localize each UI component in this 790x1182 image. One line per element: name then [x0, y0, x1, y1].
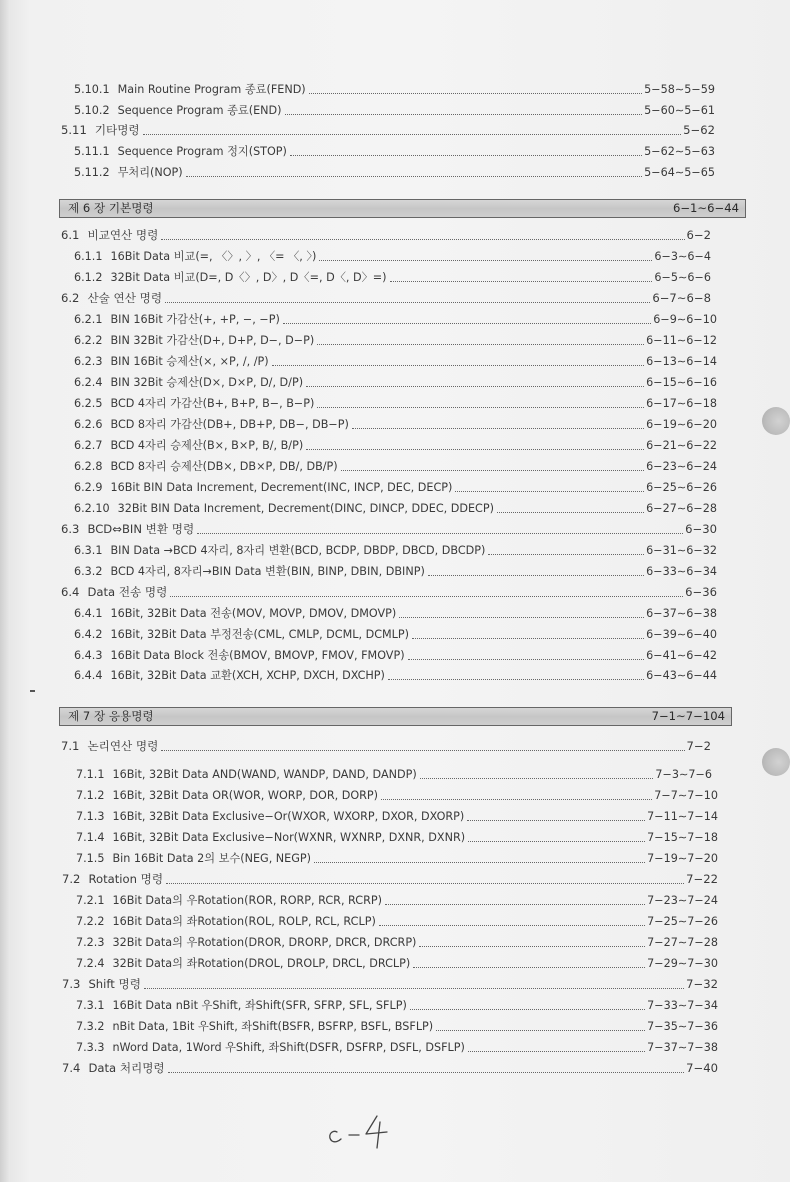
toc-entry[interactable] [62, 976, 718, 993]
toc-entry-title: 16Bit, 32Bit Data AND(WAND, WANDP, DAND, DANDP) [112, 768, 417, 781]
toc-entry[interactable] [74, 164, 715, 181]
toc-entry-title: 무처리(NOP) [117, 166, 183, 179]
toc-entry-pages: 7−32 [686, 977, 718, 991]
dot-leader [319, 259, 652, 261]
toc-entry[interactable] [76, 850, 718, 867]
toc-entry-pages: 7−27∼7−28 [647, 936, 718, 949]
toc-entry-title: BCD 4자리 승제산(B×, B×P, B/, B/P) [110, 439, 304, 452]
toc-entry-title: Main Routine Program 종료(FEND) [117, 83, 306, 96]
toc-entry-pages: 7−23∼7−24 [647, 894, 718, 907]
toc-entry[interactable] [74, 353, 717, 370]
toc-entry-pages: 6−11∼6−12 [646, 334, 717, 347]
toc-entry-number: 6.2.7 [74, 439, 103, 452]
toc-entry-number: 6.3.1 [74, 544, 103, 557]
toc-entry-pages: 6−43∼6−44 [646, 669, 717, 682]
toc-entry-pages: 5−64∼5−65 [644, 166, 715, 179]
toc-entry-pages: 6−3∼6−4 [654, 250, 711, 263]
toc-entry-title: BCD 8자리 가감산(DB+, DB+P, DB−, DB−P) [110, 418, 349, 431]
toc-entry[interactable] [61, 521, 717, 538]
toc-entry-pages: 6−15∼6−16 [646, 376, 717, 389]
chapter-pages: 6−1∼6−44 [672, 201, 739, 215]
toc-entry-number: 5.11 [61, 123, 87, 137]
toc-entry-title: BIN Data →BCD 4자리, 8자리 변환(BCD, BCDP, DBDP, DBCD, DBCDP) [110, 544, 486, 557]
toc-entry-title: BIN 32Bit 가감산(D+, D+P, D−, D−P) [110, 334, 315, 347]
dot-leader [412, 637, 644, 639]
toc-entry-title: 16Bit Data nBit 우Shift, 좌Shift(SFR, SFRP, SFL, SFLP) [112, 999, 407, 1012]
toc-entry[interactable] [76, 1018, 718, 1035]
dot-leader [143, 133, 682, 135]
toc-entry[interactable] [74, 458, 717, 475]
toc-entry-title: BCD⇔BIN 변환 명령 [87, 522, 195, 536]
toc-entry-number: 6.1 [61, 228, 80, 242]
toc-entry[interactable] [74, 479, 717, 496]
binder-hole-bottom [762, 748, 790, 776]
toc-entry-pages: 6−39∼6−40 [646, 628, 717, 641]
handwritten-page-note [325, 1110, 397, 1150]
toc-entry-number: 6.3 [61, 522, 80, 536]
toc-entry-title: 16Bit, 32Bit Data Exclusive−Nor(WXNR, WXNRP, DXNR, DXNR) [112, 831, 466, 844]
toc-entry-pages: 7−29∼7−30 [647, 957, 718, 970]
dot-leader [497, 511, 644, 513]
toc-entry-title: 16Bit, 32Bit Data 전송(MOV, MOVP, DMOV, DMOVP) [110, 607, 397, 620]
toc-entry-title: 32Bit Data 비교(D=, D〈〉, D〉, D〈=, D〈, D〉=) [110, 271, 387, 284]
toc-entry-pages: 5−62 [683, 123, 715, 137]
toc-entry-pages: 7−35∼7−36 [647, 1020, 718, 1033]
dot-leader [285, 113, 643, 115]
toc-entry-pages: 7−2 [686, 739, 711, 753]
toc-entry[interactable] [74, 626, 717, 643]
toc-entry-number: 7.2.2 [76, 915, 105, 928]
dot-leader [352, 427, 644, 429]
toc-entry-pages: 6−23∼6−24 [646, 460, 717, 473]
toc-entry-title: Bin 16Bit Data 2의 보수(NEG, NEGP) [112, 852, 312, 865]
toc-entry[interactable] [76, 913, 718, 930]
toc-entry[interactable] [61, 738, 711, 755]
chapter-7-header[interactable] [59, 707, 732, 726]
toc-entry-title: 16Bit, 32Bit Data Exclusive−Or(WXOR, WXORP, DXOR, DXORP) [112, 810, 465, 823]
toc-entry-title: 32Bit Data의 좌Rotation(DROL, DROLP, DRCL, DRCLP) [112, 957, 411, 970]
toc-entry[interactable] [74, 374, 717, 391]
toc-entry[interactable] [76, 766, 712, 783]
toc-entry-pages: 7−7∼7−10 [654, 789, 718, 802]
toc-entry[interactable] [61, 290, 711, 307]
toc-entry-pages: 6−17∼6−18 [646, 397, 717, 410]
binder-hole-top [762, 407, 790, 435]
toc-entry-pages: 7−40 [686, 1061, 718, 1075]
toc-entry-pages: 6−19∼6−20 [646, 418, 717, 431]
dot-leader [390, 280, 653, 282]
toc-entry-number: 7.3 [62, 977, 81, 991]
toc-entry-number: 7.2.3 [76, 936, 105, 949]
toc-entry-title: 비교연산 명령 [87, 228, 159, 242]
toc-entry[interactable] [74, 143, 715, 160]
toc-entry[interactable] [76, 1039, 718, 1056]
toc-entry-pages: 6−27∼6−28 [646, 502, 717, 515]
toc-entry-pages: 6−30 [685, 522, 717, 536]
toc-entry-number: 6.1.1 [74, 250, 103, 263]
toc-entry[interactable] [74, 647, 717, 664]
toc-entry-number: 7.4 [62, 1061, 81, 1075]
dot-leader [317, 343, 644, 345]
chapter-title: 제 6 장 기본명령 [68, 201, 154, 215]
toc-entry-title: BIN 32Bit 승제산(D×, D×P, D/, D/P) [110, 376, 304, 389]
toc-entry-number: 5.11.1 [74, 145, 110, 158]
toc-entry-number: 7.2.4 [76, 957, 105, 970]
dot-leader [419, 945, 645, 947]
dot-leader [410, 1008, 645, 1010]
toc-entry-pages: 6−9∼6−10 [653, 313, 717, 326]
toc-entry[interactable] [76, 955, 718, 972]
toc-entry-title: nWord Data, 1Word 우Shift, 좌Shift(DSFR, DSFRP, DSFL, DSFLP) [112, 1041, 465, 1054]
toc-entry[interactable] [74, 332, 717, 349]
dot-leader [283, 322, 651, 324]
toc-entry-title: BIN 16Bit 승제산(×, ×P, /, /P) [110, 355, 269, 368]
toc-entry-pages: 7−19∼7−20 [647, 852, 718, 865]
toc-entry[interactable] [74, 395, 717, 412]
toc-entry-number: 6.2.8 [74, 460, 103, 473]
toc-entry-number: 7.1.4 [76, 831, 105, 844]
dot-leader [488, 553, 644, 555]
dot-leader [272, 364, 645, 366]
toc-entry[interactable] [74, 542, 717, 559]
dot-leader [170, 595, 683, 597]
toc-entry-title: nBit Data, 1Bit 우Shift, 좌Shift(BSFR, BSFRP, BSFL, BSFLP) [112, 1020, 434, 1033]
toc-entry-number: 7.1.1 [76, 768, 105, 781]
toc-entry-number: 6.2.3 [74, 355, 103, 368]
toc-entry-title: 16Bit, 32Bit Data 부정전송(CML, CMLP, DCML, DCMLP) [110, 628, 410, 641]
dot-leader [306, 385, 644, 387]
dot-leader [455, 490, 644, 492]
toc-entry-title: 16Bit Data의 우Rotation(ROR, RORP, RCR, RCRP) [112, 894, 382, 907]
dot-leader [381, 798, 652, 800]
dot-leader [166, 882, 684, 884]
toc-entry-pages: 6−37∼6−38 [646, 607, 717, 620]
toc-entry-title: Rotation 명령 [88, 872, 164, 886]
scan-mark [30, 690, 35, 692]
toc-entry-title: Sequence Program 정지(STOP) [117, 145, 287, 158]
toc-entry-title: BCD 4자리 가감산(B+, B+P, B−, B−P) [110, 397, 315, 410]
toc-entry[interactable] [74, 269, 711, 286]
toc-entry-pages: 6−31∼6−32 [646, 544, 717, 557]
toc-entry-pages: 6−21∼6−22 [646, 439, 717, 452]
toc-entry-pages: 7−15∼7−18 [647, 831, 718, 844]
dot-leader [186, 175, 642, 177]
dot-leader [388, 678, 644, 680]
chapter-title: 제 7 장 응용명령 [68, 709, 154, 723]
toc-entry-number: 6.4.2 [74, 628, 103, 641]
toc-entry-title: 16Bit Data의 좌Rotation(ROL, ROLP, RCL, RCLP) [112, 915, 376, 928]
dot-leader [408, 658, 645, 660]
dot-leader [168, 1071, 685, 1073]
toc-entry-title: 16Bit, 32Bit Data OR(WOR, WORP, DOR, DORP) [112, 789, 379, 802]
dot-leader [309, 92, 642, 94]
dot-leader [197, 532, 683, 534]
toc-entry-title: BCD 8자리 승제산(DB×, DB×P, DB/, DB/P) [110, 460, 338, 473]
chapter-pages: 7−1∼7−104 [651, 709, 725, 723]
toc-entry-pages: 5−60∼5−61 [644, 104, 715, 117]
dot-leader [399, 616, 644, 618]
toc-entry-title: 32Bit Data의 우Rotation(DROR, DRORP, DRCR, DRCRP) [112, 936, 417, 949]
toc-entry-number: 7.1.3 [76, 810, 105, 823]
toc-entry-pages: 6−41∼6−42 [646, 649, 717, 662]
toc-entry-number: 5.10.1 [74, 83, 110, 96]
toc-entry-number: 7.3.2 [76, 1020, 105, 1033]
toc-entry-pages: 5−58∼5−59 [644, 83, 715, 96]
toc-entry-title: Data 전송 명령 [87, 585, 168, 599]
toc-entry-title: Shift 명령 [88, 977, 141, 991]
dot-leader [314, 861, 645, 863]
toc-entry-pages: 7−22 [686, 872, 718, 886]
page-edge-shadow [0, 0, 10, 1182]
toc-entry[interactable] [74, 667, 717, 684]
dot-leader [467, 819, 645, 821]
dot-leader [161, 749, 684, 751]
toc-entry[interactable] [74, 248, 711, 265]
toc-entry-number: 6.1.2 [74, 271, 103, 284]
toc-entry-title: 논리연산 명령 [87, 739, 159, 753]
toc-entry-title: BCD 4자리, 8자리→BIN Data 변환(BIN, BINP, DBIN, DBINP) [110, 565, 425, 578]
toc-entry-number: 6.2.4 [74, 376, 103, 389]
toc-entry[interactable] [74, 311, 717, 328]
toc-entry[interactable] [76, 934, 718, 951]
toc-entry[interactable] [74, 500, 717, 517]
dot-leader [317, 406, 644, 408]
dot-leader [413, 966, 645, 968]
toc-entry-title: 16Bit Data 비교(=, 〈〉, 〉, 〈= 〈, 〉) [110, 250, 317, 263]
toc-entry-number: 6.2 [61, 291, 80, 305]
toc-entry[interactable] [61, 122, 715, 139]
dot-leader [468, 1050, 645, 1052]
toc-entry[interactable] [62, 1060, 718, 1077]
dot-leader [161, 238, 684, 240]
toc-entry-number: 6.4.3 [74, 649, 103, 662]
toc-entry[interactable] [76, 787, 718, 804]
dot-leader [144, 987, 684, 989]
toc-entry-pages: 6−36 [685, 585, 717, 599]
toc-entry-title: BIN 16Bit 가감산(+, +P, −, −P) [110, 313, 280, 326]
toc-entry[interactable] [76, 892, 718, 909]
dot-leader [341, 469, 645, 471]
dot-leader [290, 154, 642, 156]
toc-entry-number: 7.2.1 [76, 894, 105, 907]
toc-entry-number: 5.10.2 [74, 104, 110, 117]
toc-entry[interactable] [62, 871, 718, 888]
toc-entry-number: 7.3.1 [76, 999, 105, 1012]
toc-entry-pages: 7−3∼7−6 [655, 768, 712, 781]
toc-entry-title: 32Bit BIN Data Increment, Decrement(DINC, DINCP, DDEC, DDECP) [117, 502, 494, 515]
chapter-6-header[interactable] [59, 199, 746, 218]
toc-entry-number: 7.1.2 [76, 789, 105, 802]
toc-entry[interactable] [61, 227, 711, 244]
toc-entry-number: 6.4.4 [74, 669, 103, 682]
toc-entry-pages: 6−2 [686, 228, 711, 242]
toc-entry[interactable] [74, 563, 717, 580]
toc-entry-pages: 7−37∼7−38 [647, 1041, 718, 1054]
dot-leader [420, 777, 654, 779]
toc-entry-number: 7.1.5 [76, 852, 105, 865]
toc-entry[interactable] [76, 808, 718, 825]
toc-entry-pages: 5−62∼5−63 [644, 145, 715, 158]
toc-entry-number: 6.2.10 [74, 502, 110, 515]
dot-leader [436, 1029, 645, 1031]
toc-entry-number: 6.2.2 [74, 334, 103, 347]
toc-entry-pages: 7−25∼7−26 [647, 915, 718, 928]
toc-entry[interactable] [74, 81, 715, 98]
toc-entry-pages: 7−11∼7−14 [647, 810, 718, 823]
toc-entry-number: 6.4 [61, 585, 80, 599]
toc-entry-number: 7.3.3 [76, 1041, 105, 1054]
dot-leader [165, 301, 650, 303]
toc-entry-title: 기타명령 [94, 123, 140, 137]
toc-entry-number: 6.2.5 [74, 397, 103, 410]
toc-entry[interactable] [74, 416, 717, 433]
toc-entry-number: 7.2 [62, 872, 81, 886]
toc-entry-pages: 6−5∼6−6 [654, 271, 711, 284]
toc-entry-title: 16Bit Data Block 전송(BMOV, BMOVP, FMOV, FMOVP) [110, 649, 405, 662]
dot-leader [306, 448, 644, 450]
toc-entry-number: 6.2.9 [74, 481, 103, 494]
toc-entry-title: 16Bit, 32Bit Data 교환(XCH, XCHP, DXCH, DXCHP) [110, 669, 385, 682]
toc-entry-number: 6.4.1 [74, 607, 103, 620]
toc-entry-title: Sequence Program 종료(END) [117, 104, 282, 117]
dot-leader [468, 840, 645, 842]
toc-entry[interactable] [74, 437, 717, 454]
toc-entry-number: 7.1 [61, 739, 80, 753]
dot-leader [379, 924, 645, 926]
toc-entry-title: Data 처리명령 [88, 1061, 165, 1075]
toc-entry-pages: 7−33∼7−34 [647, 999, 718, 1012]
toc-entry-number: 6.3.2 [74, 565, 103, 578]
toc-entry-pages: 6−25∼6−26 [646, 481, 717, 494]
toc-entry-pages: 6−13∼6−14 [646, 355, 717, 368]
toc-entry[interactable] [76, 829, 718, 846]
toc-entry-number: 5.11.2 [74, 166, 110, 179]
toc-entry-pages: 6−7∼6−8 [652, 291, 711, 305]
dot-leader [385, 903, 645, 905]
toc-entry[interactable] [61, 584, 717, 601]
toc-entry-title: 16Bit BIN Data Increment, Decrement(INC, INCP, DEC, DECP) [110, 481, 453, 494]
toc-entry[interactable] [74, 102, 715, 119]
toc-entry[interactable] [74, 605, 717, 622]
toc-entry-number: 6.2.1 [74, 313, 103, 326]
toc-entry-title: 산술 연산 명령 [87, 291, 163, 305]
toc-entry[interactable] [76, 997, 718, 1014]
toc-entry-pages: 6−33∼6−34 [646, 565, 717, 578]
toc-entry-number: 6.2.6 [74, 418, 103, 431]
dot-leader [428, 574, 644, 576]
